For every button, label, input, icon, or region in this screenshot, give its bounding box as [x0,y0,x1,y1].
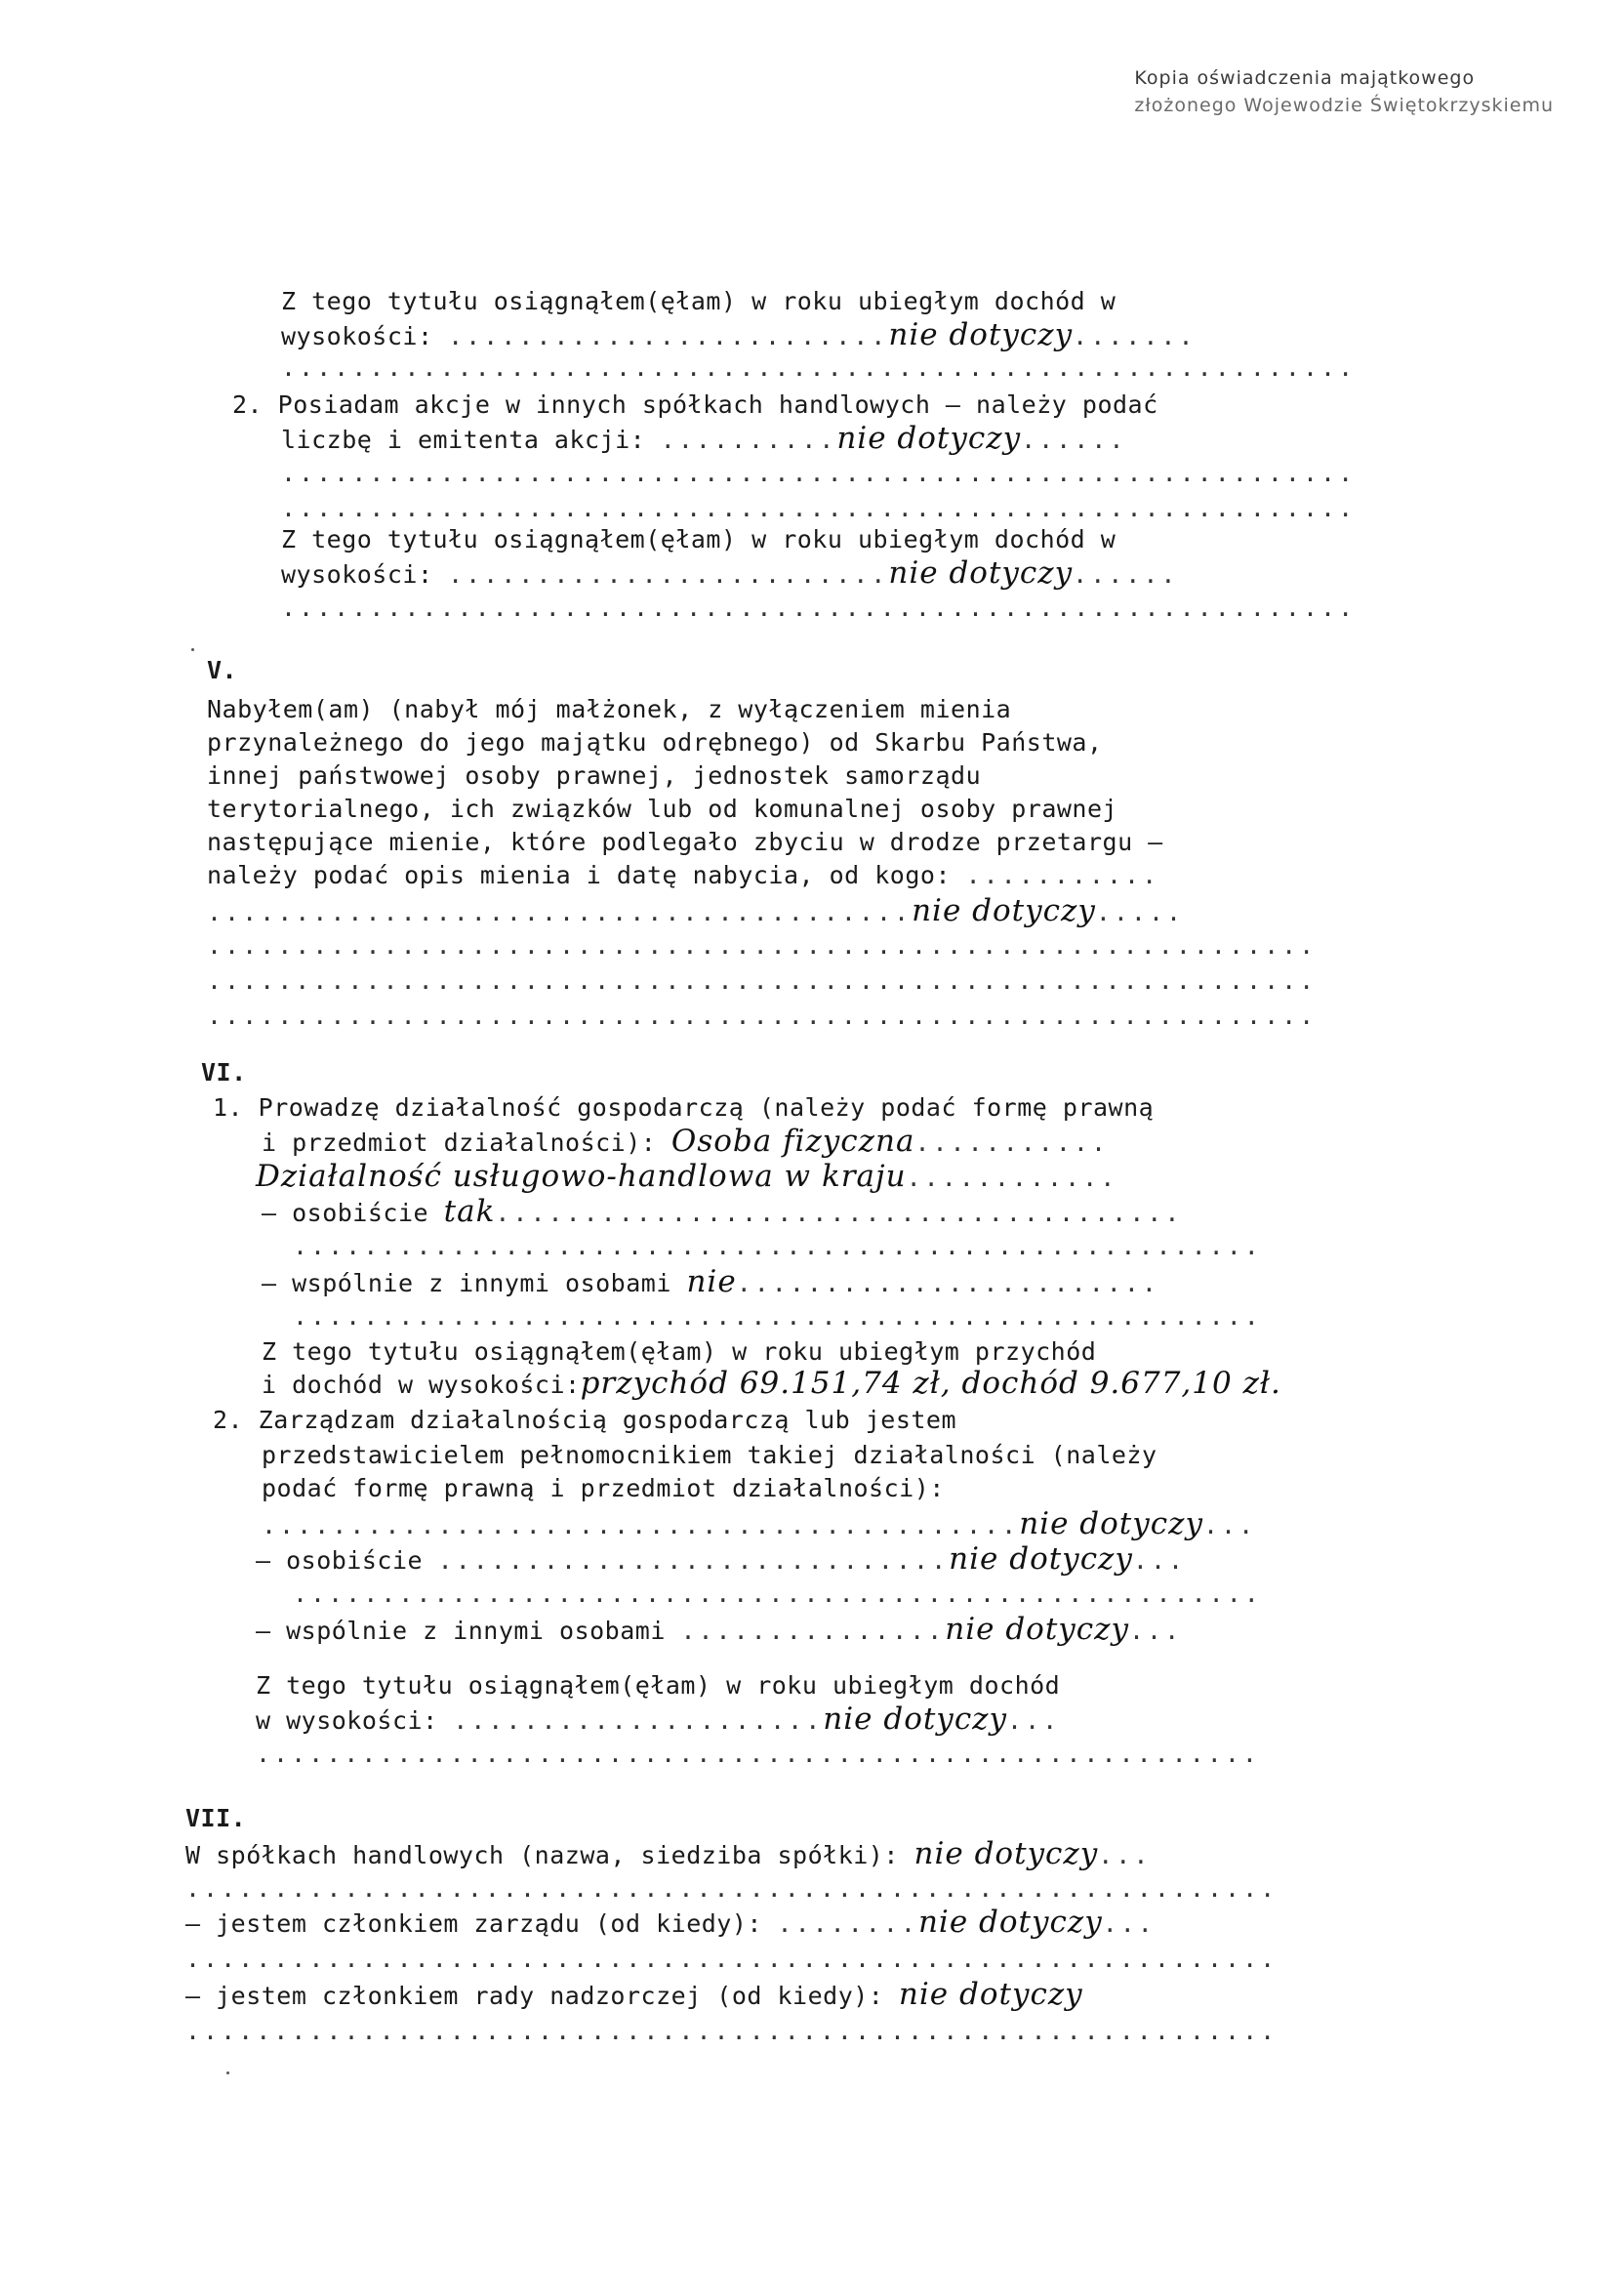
dot-leader: ..................... [453,1706,824,1735]
dot-leader: ........................................... [262,1511,1020,1539]
sec4-item2-line-1 [232,389,1158,422]
dot-leader: ............................. [437,1546,950,1575]
sec6-item1-line-3 [256,1160,1117,1195]
sec6-wspolnie-line [262,1265,1159,1300]
sec5-line-2: przynależnego do jego majątku odrębnego) od Skarbu Państwa, [207,728,1103,757]
sec4-income-label: wysokości: [281,322,433,350]
sec5-line-5: następujące mienie, które podlegało zbyciu w drodze przetargu – [207,828,1163,856]
sec6-income-line-2 [262,1367,1281,1402]
sec4-item2-income-line-1: Z tego tytułu osiągnąłem(ęłam) w roku ubiegłym dochód w [281,525,1116,554]
sec6-item1-label: i przedmiot działalności): [262,1128,657,1157]
sec7-heading: VII. [185,1804,247,1832]
dot-leader: ........... [965,861,1160,889]
sec6-item2-wspolnie-label: – wspólnie z innymi osobami [256,1617,666,1645]
dot-leader: ....................................... [495,1199,1183,1227]
dot-leader: ... [1129,1617,1183,1645]
dot-leader: ........ [777,1909,918,1938]
sec6-item2-wspolnie-line [256,1613,1182,1648]
sec6-osobiscie-line [262,1195,1182,1230]
sec4-item2-answer: nie dotyczy [836,421,1022,456]
dot-leader: ..... [1095,898,1185,926]
sec6-item1-answer-1: Osoba fizyczna [670,1124,915,1159]
sec6-heading: VI. [201,1058,247,1086]
sec6-item2-answer: nie dotyczy [1019,1506,1203,1541]
sec6-item2-number: 2. [213,1406,244,1434]
sec5-answer: nie dotyczy [912,893,1096,928]
dot-leader: ......................... [448,322,889,350]
scan-speck [191,648,194,651]
dotted-fill-line: .............................................................. [185,2017,1279,2045]
sec6-item2-income-label: w wysokości: [256,1706,438,1735]
sec6-item2-income-answer: nie dotyczy [823,1702,1008,1737]
sec6-income-label: i dochód w wysokości: [262,1371,581,1399]
sec6-item1-line-1 [213,1091,1154,1125]
sec6-item1-answer-2: Działalność usługowo-handlowa w kraju [256,1159,907,1194]
stamp-line-1: Kopia oświadczenia majątkowego [1134,67,1476,89]
dotted-fill-line: ....................................................... [293,1302,1262,1331]
dot-leader: ... [1007,1706,1061,1735]
dot-leader: .......... [660,426,837,454]
sec6-osobiscie-answer: tak [443,1194,496,1229]
sec5-answer-line [207,894,1184,929]
dot-leader: ........... [914,1128,1110,1157]
dotted-fill-line: ............................................................. [281,494,1357,522]
dot-leader: ...... [1021,426,1127,454]
dotted-fill-line: ............................................................... [207,931,1318,960]
dot-leader: ........................................ [207,898,913,926]
sec4-item2-label: liczbę i emitenta akcji: [281,426,646,454]
sec4-item2-income-answer: nie dotyczy [888,555,1074,591]
sec6-item2-text: Zarządzam działalnością gospodarczą lub jestem [258,1406,957,1434]
sec6-item2-line-3: podać formę prawną i przedmiot działalności): [262,1474,945,1502]
sec6-item2-osobiscie-answer: nie dotyczy [949,1541,1133,1577]
sec6-item2-income-line-2 [256,1702,1060,1738]
dotted-fill-line: ............................................................... [207,1002,1318,1030]
dot-leader: ........................ [736,1269,1159,1297]
sec7-zarzad-line [185,1906,1156,1941]
sec7-rada-line [185,1978,1083,2013]
sec6-income-line-1: Z tego tytułu osiągnąłem(ęłam) w roku ubiegłym przychód [262,1337,1097,1366]
stamp-line-2: złożonego Wojewodzie Świętokrzyskiemu [1134,95,1554,116]
sec4-item2-income-label: wysokości: [281,560,433,589]
sec6-osobiscie-label: – osobiście [262,1199,429,1227]
dot-leader: ............... [680,1617,946,1645]
sec5-line-6 [207,859,1159,892]
sec6-item1-text: Prowadzę działalność gospodarczą (należy podać formę prawną [258,1093,1155,1122]
sec7-zarzad-answer: nie dotyczy [917,1905,1103,1940]
dot-leader: ... [1102,1909,1156,1938]
sec6-item2-line-2: przedstawicielem pełnomocnikiem takiej działalności (należy [262,1441,1157,1469]
sec6-wspolnie-label: – wspólnie z innymi osobami [262,1269,671,1297]
sec7-label: W spółkach handlowych (nazwa, siedziba spółki): [185,1841,899,1869]
sec7-line-1 [185,1837,1151,1872]
sec6-item2-osobiscie-label: – osobiście [256,1546,424,1575]
dotted-fill-line: ......................................................... [256,1740,1260,1768]
dotted-fill-line: ............................................................... [207,966,1318,995]
sec6-item1-number: 1. [213,1093,244,1122]
sec6-income-answer: przychód 69.151,74 zł, dochód 9.677,10 zł. [580,1366,1281,1401]
sec6-wspolnie-answer: nie [686,1264,737,1299]
dot-leader: ...... [1073,560,1179,589]
sec7-rada-answer: nie dotyczy [898,1977,1083,2012]
sec5-line-3: innej państwowej osoby prawnej, jednostek samorządu [207,761,982,790]
dotted-fill-line: ............................................................. [281,459,1357,487]
dot-leader: ......................... [448,560,889,589]
sec7-rada-label: – jestem członkiem rady nadzorczej (od kiedy): [185,1982,884,2010]
sec5-line-4: terytorialnego, ich związków lub od komunalnej osoby prawnej [207,795,1118,823]
sec4-item2-line-2 [281,422,1126,457]
sec5-line-1: Nabyłem(am) (nabył mój małżonek, z wyłączeniem mienia [207,695,1012,723]
dotted-fill-line: ............................................................. [281,353,1357,382]
sec7-answer: nie dotyczy [914,1836,1099,1871]
dot-leader: ... [1202,1511,1257,1539]
sec5-heading: V. [207,656,238,684]
dot-leader: ... [1132,1546,1187,1575]
sec4-income-line-2 [281,318,1197,353]
sec5-line-6-text: należy podać opis mienia i datę nabycia, od kogo: [207,861,952,889]
sec4-income-line-1: Z tego tytułu osiągnąłem(ęłam) w roku ubiegłym dochód w [281,287,1116,315]
sec6-item2-line-1 [213,1404,956,1437]
dotted-fill-line: ....................................................... [293,1232,1262,1260]
sec4-item2-income-line-2 [281,556,1178,592]
sec6-item2-wspolnie-answer: nie dotyczy [945,1612,1129,1647]
sec4-income-answer: nie dotyczy [888,317,1074,352]
scan-speck [226,2071,229,2074]
sec6-item2-osobiscie-line [256,1542,1186,1578]
sec6-item2-income-line-1: Z tego tytułu osiągnąłem(ęłam) w roku ubiegłym dochód [256,1671,1061,1700]
dotted-fill-line: .............................................................. [185,1874,1279,1903]
dotted-fill-line: ....................................................... [293,1579,1262,1608]
sec4-item2-text: Posiadam akcje w innych spółkach handlowych – należy podać [277,390,1158,419]
dotted-fill-line: ............................................................. [281,594,1357,622]
dot-leader: ... [1098,1841,1152,1869]
dot-leader: ....... [1073,322,1197,350]
sec6-item1-line-2 [262,1125,1109,1160]
sec7-zarzad-label: – jestem członkiem zarządu (od kiedy): [185,1909,762,1938]
dotted-fill-line: .............................................................. [185,1945,1279,1973]
dot-leader: ............ [906,1164,1118,1192]
sec4-item2-number: 2. [232,390,264,419]
sec6-item2-answer-line [262,1507,1256,1542]
